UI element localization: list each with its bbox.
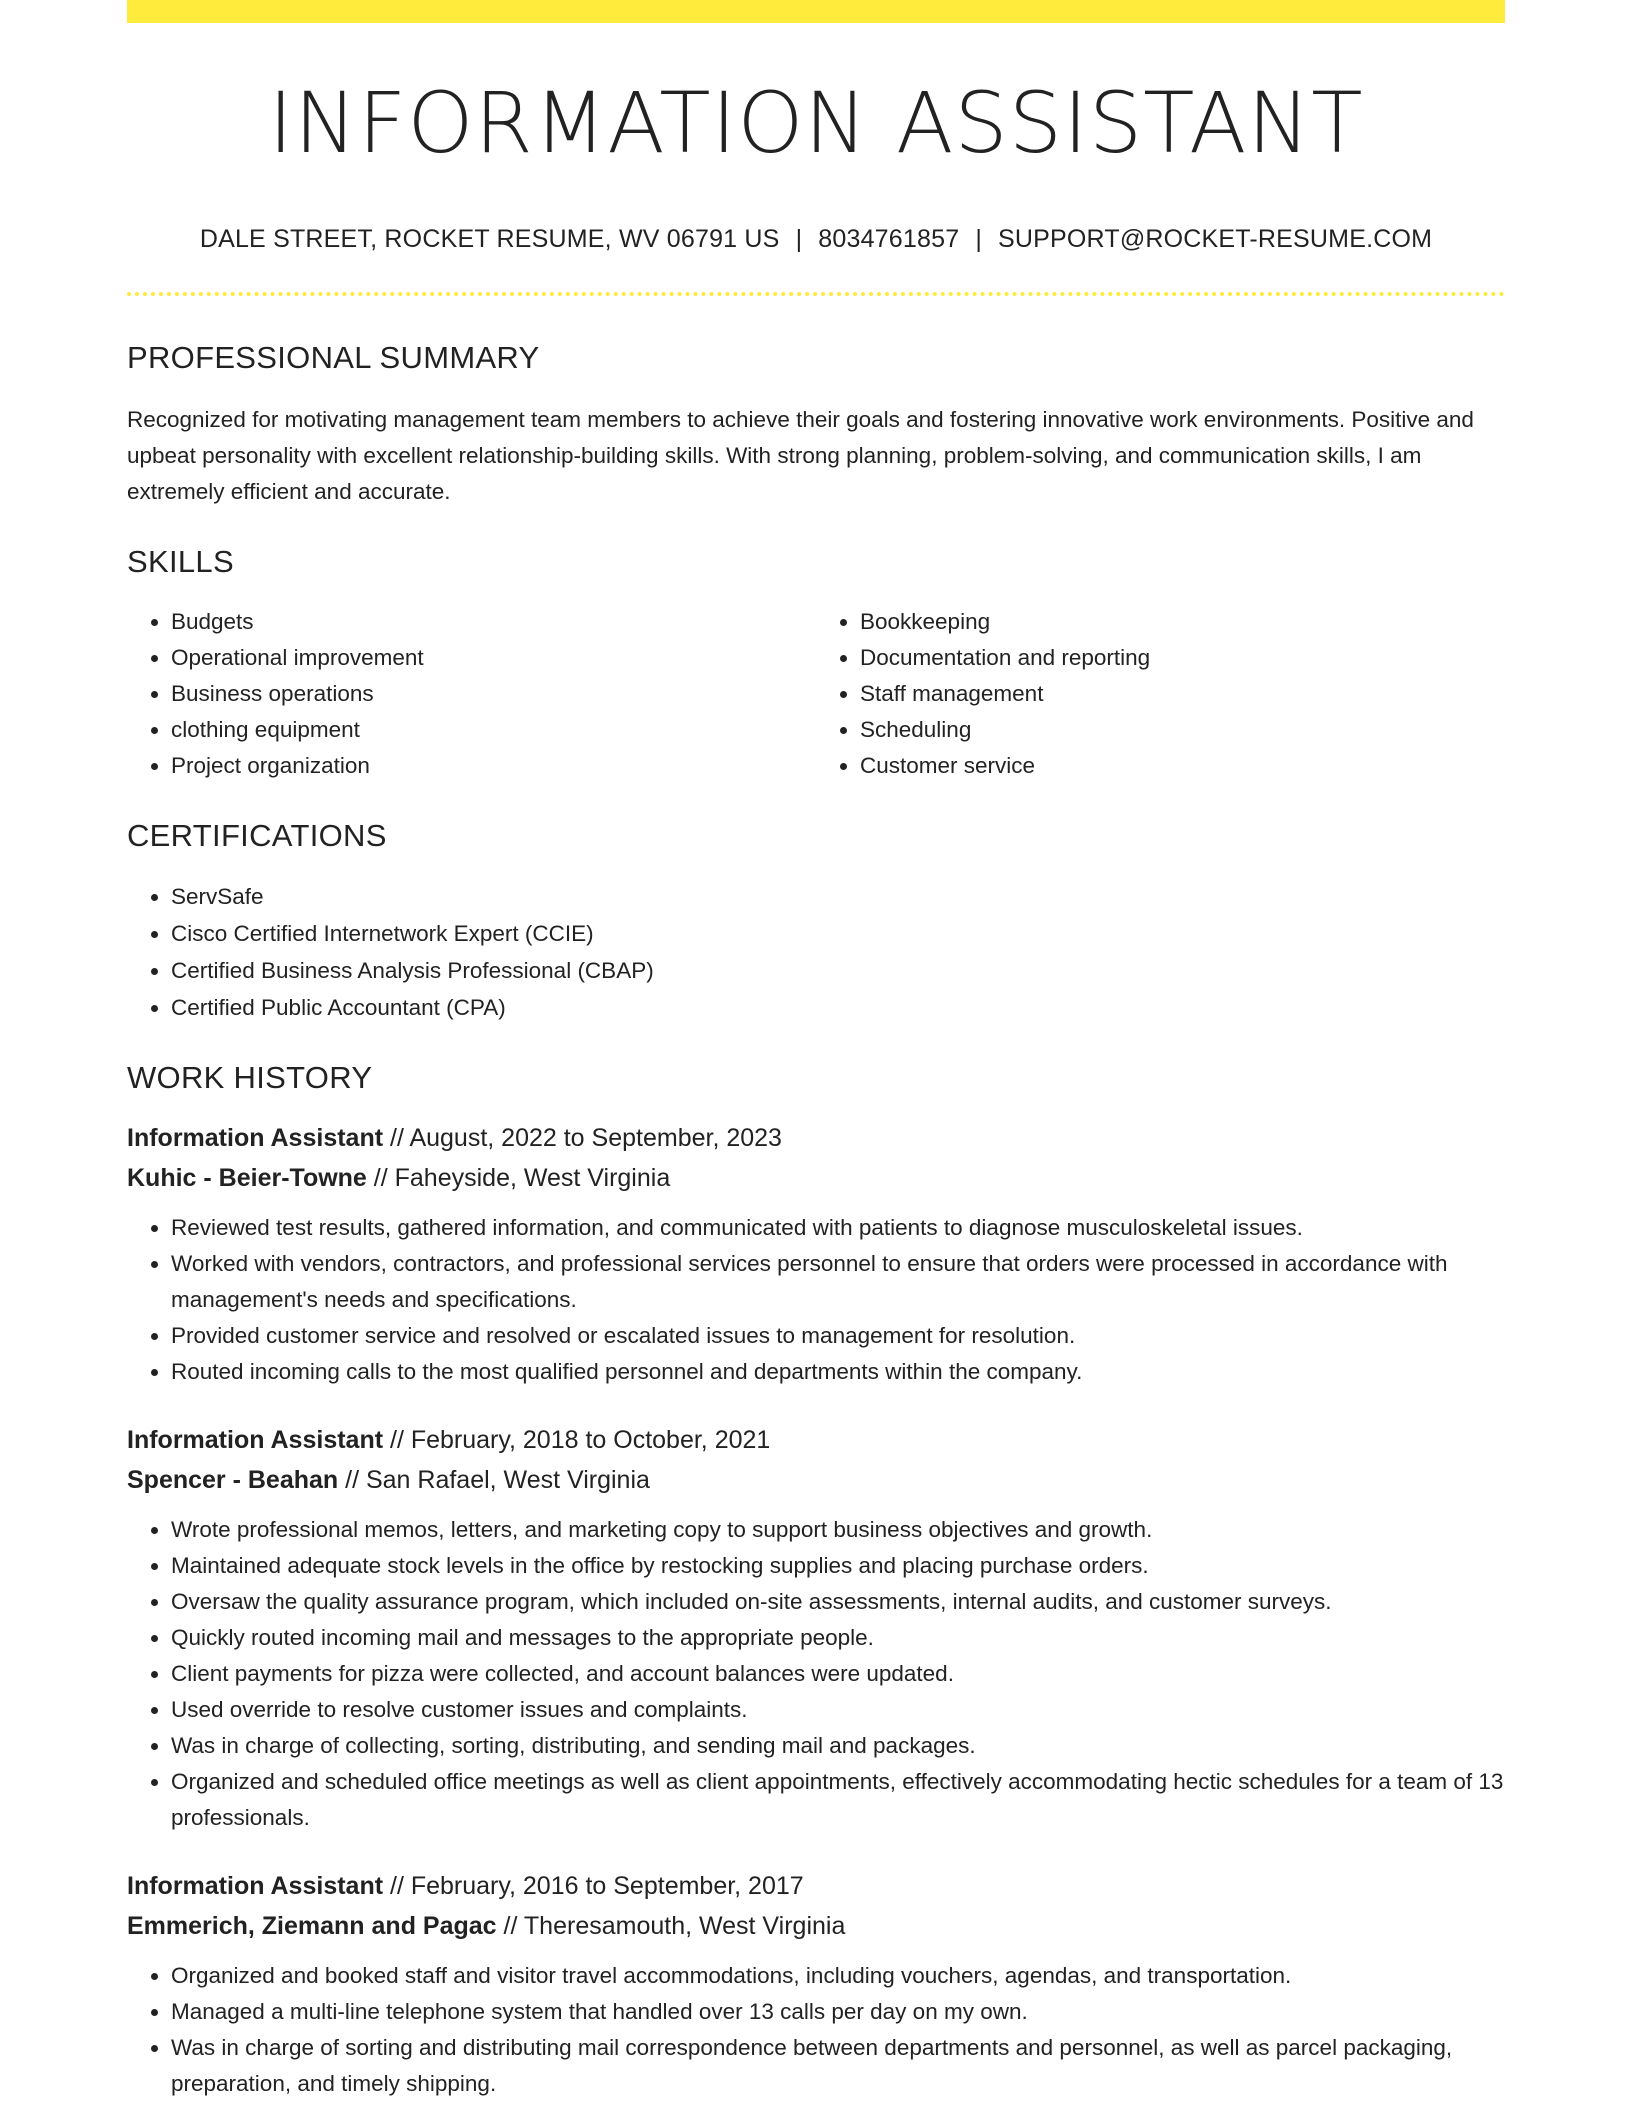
job-bullet: • Was in charge of sorting and distributing mail correspondence between departments and personnel, as well as parcel packaging, preparation, and timely shipping. — [171, 2030, 1505, 2102]
job-title: Information Assistant — [127, 1872, 384, 1900]
job-company-line — [127, 1158, 1505, 1198]
section-title-certifications: CERTIFICATIONS — [127, 818, 387, 853]
section-professional-summary — [127, 340, 1505, 510]
job-dates: // August, 2022 to September, 2023 — [383, 1124, 782, 1152]
job-bullet: • Maintained adequate stock levels in the office by restocking supplies and placing purchase orders. — [171, 1548, 1505, 1584]
job-bullet: • Organized and booked staff and visitor travel accommodations, including vouchers, agendas, and transportation. — [171, 1958, 1505, 1994]
dotted-divider — [127, 292, 1505, 296]
job-company-line — [127, 1460, 1505, 1500]
skill-item: • Documentation and reporting — [860, 640, 1505, 676]
job-bullets — [127, 1512, 1505, 1836]
job-title: Information Assistant — [127, 1124, 384, 1152]
job-title: Information Assistant — [127, 1426, 384, 1454]
skill-item: • Budgets — [171, 604, 816, 640]
summary-text: Recognized for motivating management team members to achieve their goals and fostering innovative work environments. Positive and upbeat personality with excellent relationship-building skills. With strong planning, problem-solving, and communication skills, I am extremely efficient and accurate. — [127, 407, 1474, 504]
section-skills — [127, 544, 1505, 784]
job-bullet: • Worked with vendors, contractors, and professional services personnel to ensure that orders were processed in accordance with management's needs and specifications. — [171, 1246, 1505, 1318]
skill-item: • Business operations — [171, 676, 816, 712]
section-title-work-history: WORK HISTORY — [127, 1060, 373, 1095]
skill-item: • Scheduling — [860, 712, 1505, 748]
skill-item: • Bookkeeping — [860, 604, 1505, 640]
job-bullet: • Client payments for pizza were collected, and account balances were updated. — [171, 1656, 1505, 1692]
job-company: Spencer - Beahan — [127, 1466, 339, 1494]
skill-item: • Operational improvement — [171, 640, 816, 676]
job-bullets — [127, 1210, 1505, 1390]
job-entry — [127, 1118, 1505, 1390]
contact-separator: | — [795, 225, 803, 253]
section-title-skills: SKILLS — [127, 544, 234, 579]
section-certifications — [127, 818, 1505, 1026]
job-bullet: • Quickly routed incoming mail and messages to the appropriate people. — [171, 1620, 1505, 1656]
certification-item: • Certified Public Accountant (CPA) — [171, 989, 1505, 1026]
job-bullet: • Provided customer service and resolved or escalated issues to management for resolution. — [171, 1318, 1505, 1354]
contact-email: SUPPORT@ROCKET-RESUME.COM — [998, 225, 1433, 253]
job-entry — [127, 1420, 1505, 1836]
job-bullet: • Reviewed test results, gathered information, and communicated with patients to diagnose musculoskeletal issues. — [171, 1210, 1505, 1246]
certification-item: • ServSafe — [171, 878, 1505, 915]
job-bullet: • Managed a multi-line telephone system that handled over 13 calls per day on my own. — [171, 1994, 1505, 2030]
job-entry — [127, 1866, 1505, 2102]
skill-item: • Staff management — [860, 676, 1505, 712]
job-bullet: • Was in charge of collecting, sorting, distributing, and sending mail and packages. — [171, 1728, 1505, 1764]
job-company: Emmerich, Ziemann and Pagac — [127, 1912, 497, 1940]
contact-phone: 8034761857 — [818, 225, 960, 253]
job-bullet: • Wrote professional memos, letters, and marketing copy to support business objectives and growth. — [171, 1512, 1505, 1548]
job-company: Kuhic - Beier-Towne — [127, 1164, 367, 1192]
contact-line — [127, 225, 1505, 254]
job-title-line — [127, 1420, 1505, 1460]
skills-columns — [127, 604, 1505, 784]
contact-address: DALE STREET, ROCKET RESUME, WV 06791 US — [199, 225, 780, 253]
skill-item: • Project organization — [171, 748, 816, 784]
contact-separator: | — [975, 225, 983, 253]
skills-list-right — [816, 604, 1505, 784]
job-title-line — [127, 1118, 1505, 1158]
skill-item: • clothing equipment — [171, 712, 816, 748]
job-bullet: • Organized and scheduled office meetings as well as client appointments, effectively accommodating hectic schedules for a team of 13 professionals. — [171, 1764, 1505, 1836]
accent-top-bar — [127, 0, 1505, 23]
resume-name: INFORMATION ASSISTANT — [268, 74, 1364, 172]
certification-item: • Certified Business Analysis Professional (CBAP) — [171, 952, 1505, 989]
certification-item: • Cisco Certified Internetwork Expert (CCIE) — [171, 915, 1505, 952]
job-bullet: • Used override to resolve customer issues and complaints. — [171, 1692, 1505, 1728]
resume-content — [127, 0, 1505, 2102]
job-bullet: • Oversaw the quality assurance program, which included on-site assessments, internal audits, and customer surveys. — [171, 1584, 1505, 1620]
skills-list-left — [127, 604, 816, 784]
job-location: // San Rafael, West Virginia — [338, 1466, 650, 1494]
job-company-line — [127, 1906, 1505, 1946]
certifications-list — [127, 878, 1505, 1026]
job-title-line — [127, 1866, 1505, 1906]
job-dates: // February, 2016 to September, 2017 — [383, 1872, 804, 1900]
job-bullets — [127, 1958, 1505, 2102]
job-bullet: • Routed incoming calls to the most qualified personnel and departments within the company. — [171, 1354, 1505, 1390]
job-location: // Faheyside, West Virginia — [366, 1164, 671, 1192]
skill-item: • Customer service — [860, 748, 1505, 784]
job-dates: // February, 2018 to October, 2021 — [383, 1426, 771, 1454]
section-title-summary: PROFESSIONAL SUMMARY — [127, 340, 540, 375]
job-location: // Theresamouth, West Virginia — [496, 1912, 846, 1940]
section-work-history — [127, 1060, 1505, 2102]
